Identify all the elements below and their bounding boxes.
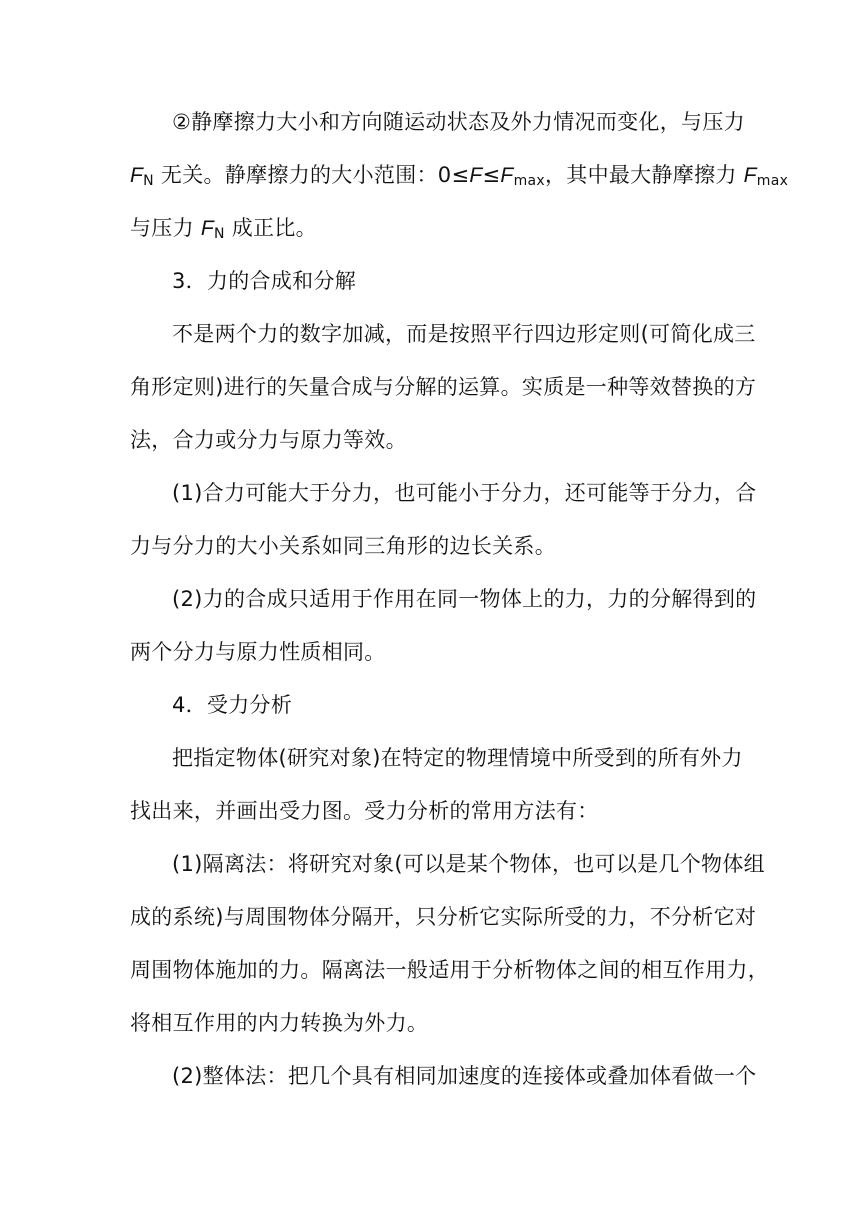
text-line: 成的系统)与周围物体分隔开，只分析它实际所受的力，不分析它对 [130,905,757,929]
paragraph [130,573,757,679]
text-line: 不是两个力的数字加减，而是按照平行四边形定则(可简化成三 [172,322,756,346]
text-fragment: 无关。静摩擦力的大小范围：0≤ [160,163,470,187]
paragraph [130,308,757,467]
text-line: 找出来，并画出受力图。受力分析的常用方法有： [130,799,599,823]
text-line: (2)整体法：把几个具有相同加速度的连接体或叠加体看做一个 [172,1064,757,1088]
subscript-max: max [756,173,789,189]
section-heading [130,679,730,732]
text-line: ②静摩擦力大小和方向随运动状态及外力情况而变化，与压力 [172,110,745,134]
section-heading [130,255,730,308]
section-heading-text: 3．力的合成和分解 [172,269,357,293]
text-fragment: ，其中最大静摩擦力 [544,163,744,187]
var-F: F [200,217,215,240]
text-line: 将相互作用的内力转换为外力。 [130,1011,429,1035]
subscript-N: N [214,226,225,242]
document-body [130,96,789,1103]
paragraph [130,732,743,838]
paragraph [130,467,757,573]
subscript-N: N [143,173,154,189]
text-line: (1)隔离法：将研究对象(可以是某个物体，也可以是几个物体组 [172,852,765,876]
text-line: (1)合力可能大于分力，也可能小于分力，还可能等于分力，合 [172,481,757,505]
var-F: F [469,164,483,187]
section-heading-text: 4．受力分析 [172,693,293,717]
text-fragment: 与压力 [130,216,201,240]
text-fragment: ≤ [482,163,501,187]
text-line: 两个分力与原力性质相同。 [130,640,386,664]
text-line: (2)力的合成只适用于作用在同一物体上的力，力的分解得到的 [172,587,757,611]
text-line: 角形定则)进行的矢量合成与分解的运算。实质是一种等效替换的方 [130,375,757,399]
text-line: 力与分力的大小关系如同三角形的边长关系。 [130,534,556,558]
text-line-with-formula [130,149,789,202]
var-F: F [500,164,514,187]
subscript-max: max [513,173,545,189]
paragraph [130,1050,757,1103]
paragraph-static-friction [130,96,789,255]
text-line-with-formula [130,202,730,255]
text-line: 周围物体施加的力。隔离法一般适用于分析物体之间的相互作用力， [130,958,769,982]
text-line: 法，合力或分力与原力等效。 [130,428,407,452]
text-line: 把指定物体(研究对象)在特定的物理情境中所受到的所有外力 [172,746,743,770]
var-F: F [130,164,144,187]
text-fragment: 成正比。 [231,216,317,240]
paragraph [130,838,769,1050]
var-F: F [743,164,757,187]
